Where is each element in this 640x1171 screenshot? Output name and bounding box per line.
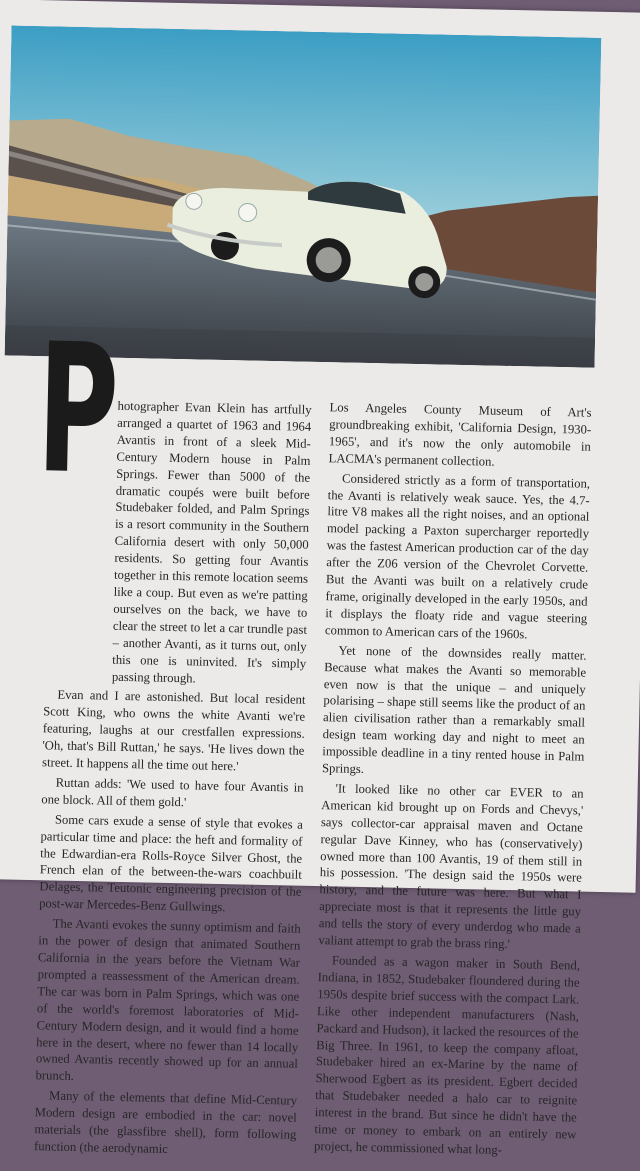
paragraph: Ruttan adds: 'We used to have four Avantis in one block. All of them gold.' <box>41 775 304 810</box>
text-column-left <box>34 396 312 1163</box>
text-column-right <box>314 399 592 1163</box>
paragraph: Los Angeles County Museum of Art's groundbreaking exhibit, 'California Design, 1930-1965', and it's now the only automobile in LACMA's permanent collection. <box>328 400 592 469</box>
paragraph: 'It looked like no other car EVER to an American kid brought up on Fords and Chevys,' says collector-car appraisal maven and Octane regular Dave Kinney, who has (conservatively) owned more than 100 Avantis, 19 of them still in his possession. 'The design said the 1950s were history, and the future was here. But what I appreciate most is that it represents the little guy and tells the story of every underdog who made a valiant attempt to grab the brass ring.' <box>318 781 584 952</box>
paragraph: Evan and I are astonished. But local resident Scott King, who owns the white Avanti we're featuring, laughs at our crestfallen expressions. 'Oh, that's Bill Ruttan,' he says. 'He lives down the street. It happens all the time out here.' <box>41 687 306 774</box>
paragraph: Considered strictly as a form of transportation, the Avanti is relatively weak sauce. Yes, the 4.7-litre V8 makes all the right noises, and an optional model packing a Paxton supercharger reportedly was the fastest American production car of the day after the Z06 version of the Chevrolet Corvette. But the Avanti was built on a relatively crude frame, originally developed in the early 1950s, and it displays the floaty ride and vague steering common to American cars of the 1960s. <box>324 471 591 642</box>
drop-cap: P <box>35 305 121 514</box>
paragraph: The Avanti evokes the sunny optimism and faith in the power of design that animated Southern California in the years before the Vietnam War prompted a reassessment of the American dream. The car was born in Palm Springs, which was one of the world's foremost laboratories of Mid-Century Modern design, and it would find a home here in the desert, where no fewer than 14 locally owned Avantis recently showed up for an annual brunch. <box>35 916 301 1084</box>
paragraph: hotographer Evan Klein has artfully arranged a quartet of 1963 and 1964 Avantis in front of a sleek Mid-Century Modern house in Palm Springs. Fewer than 5000 of the dramatic coupés were built before Studebaker folded, and Palm Springs is a resort community in the Southern California desert with only 50,000 residents. So getting four Avantis together in this remote location seems like a coup. But even as we're patting ourselves on the back, we have to clear the street to let a car trundle past – another Avanti, as it turns out, only this one is uninvited. It's simply passing through. <box>111 398 312 685</box>
paragraph: Founded as a wagon maker in South Bend, Indiana, in 1852, Studebaker floundered during the 1950s despite brief success with the compact Lark. Like other independent manufacturers (Nash, Packard and Hudson), it lacked the resources of the Big Three. In 1961, to keep the company afloat, Studebaker hired an ex-Marine by the name of Sherwood Egbert as its president. Egbert decided that Studebaker needed a halo car to reignite interest in the brand. But since he didn't have the time or money to embark on an entirely new project, he commissioned what long- <box>313 953 581 1157</box>
paragraph: Some cars exude a sense of style that evokes a particular time and place: the heft and formality of the Edwardian-era Rolls-Royce Silver Ghost, the French elan of the between-the-wars coachbuilt Delages, the Teutonic engineering precision of the post-war Mercedes-Benz Gullwings. <box>38 812 304 915</box>
paragraph: Many of the elements that define Mid-Century Modern design are embodied in the car: novel materials (the glassfibre shell), form following function (the aerodynamic <box>33 1088 298 1156</box>
paragraph: Yet none of the downsides really matter. Because what makes the Avanti so memorable even now is that the unique – and uniquely polarising – shape still seems like the product of an alien civilisation rather than a remarkably small design team working day and night to meet an impossible deadline in a tiny rented house in Palm Springs. <box>321 643 587 777</box>
